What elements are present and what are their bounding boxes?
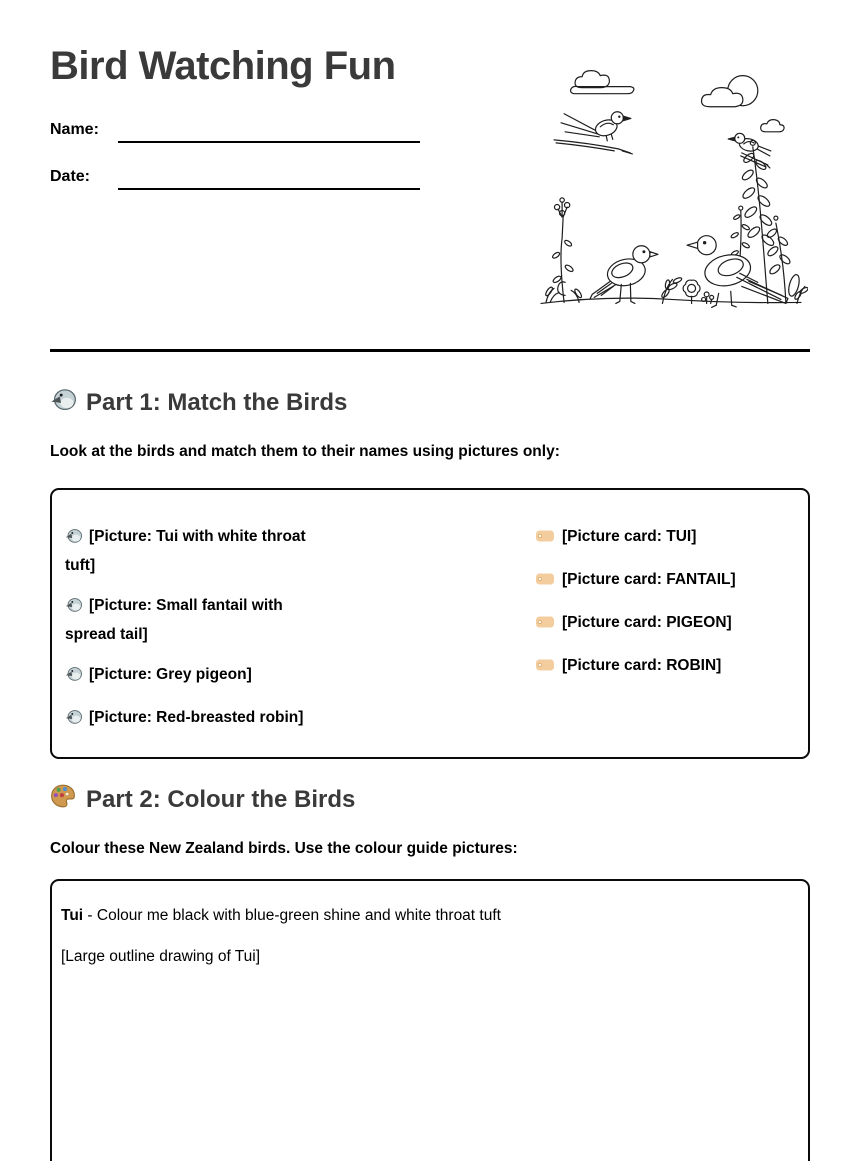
colour-guide-text: - Colour me black with blue-green shine and white throat tuft <box>87 907 501 924</box>
tag-icon <box>535 613 555 639</box>
bird-pictures-column <box>65 524 535 757</box>
date-label: Date: <box>50 168 91 185</box>
name-field-row <box>50 121 420 143</box>
part1-heading-text: Part 1: Match the Birds <box>86 388 348 416</box>
name-card-label: [Picture card: FANTAIL] <box>562 571 736 588</box>
list-item <box>65 593 333 648</box>
bird-name: Tui <box>61 907 84 924</box>
bird-garden-illustration <box>534 56 808 310</box>
list-item <box>65 705 333 734</box>
name-card-label: [Picture card: TUI] <box>562 528 697 545</box>
name-label: Name: <box>50 121 99 138</box>
match-the-birds-panel <box>50 488 810 759</box>
name-input-line[interactable] <box>118 121 420 143</box>
bird-picture-label: [Picture: Red-breasted robin] <box>89 709 304 726</box>
part1-heading <box>50 386 347 419</box>
tag-icon <box>535 656 555 682</box>
section-divider <box>50 349 810 352</box>
name-card-label: [Picture card: ROBIN] <box>562 657 722 674</box>
bird-icon <box>65 596 82 622</box>
list-item <box>65 662 333 691</box>
bird-picture-label: [Picture: Grey pigeon] <box>89 666 252 683</box>
list-item <box>65 524 333 579</box>
list-item <box>535 567 790 596</box>
drawing-placeholder: [Large outline drawing of Tui] <box>61 948 261 965</box>
part2-instruction: Colour these New Zealand birds. Use the colour guide pictures: <box>50 840 518 857</box>
part1-instruction: Look at the birds and match them to their names using pictures only: <box>50 443 560 460</box>
part2-heading-text: Part 2: Colour the Birds <box>86 785 356 813</box>
name-cards-column <box>535 524 790 757</box>
colouring-item-caption <box>61 903 794 929</box>
bird-icon <box>65 527 82 553</box>
bird-icon <box>65 665 82 691</box>
tag-icon <box>535 570 555 596</box>
page-title: Bird Watching Fun <box>50 44 396 88</box>
date-field-row <box>50 168 420 190</box>
name-card-label: [Picture card: PIGEON] <box>562 614 732 631</box>
bird-icon <box>65 708 82 734</box>
bird-icon <box>50 386 76 419</box>
list-item <box>535 610 790 639</box>
part2-heading <box>50 783 355 816</box>
bird-picture-label: [Picture: Tui with white throat tuft] <box>65 528 306 574</box>
list-item <box>535 653 790 682</box>
list-item <box>535 524 790 553</box>
colour-the-birds-panel <box>50 879 810 1161</box>
palette-icon <box>50 783 76 816</box>
date-input-line[interactable] <box>118 168 420 190</box>
bird-picture-label: [Picture: Small fantail with spread tail] <box>65 597 283 643</box>
tag-icon <box>535 527 555 553</box>
